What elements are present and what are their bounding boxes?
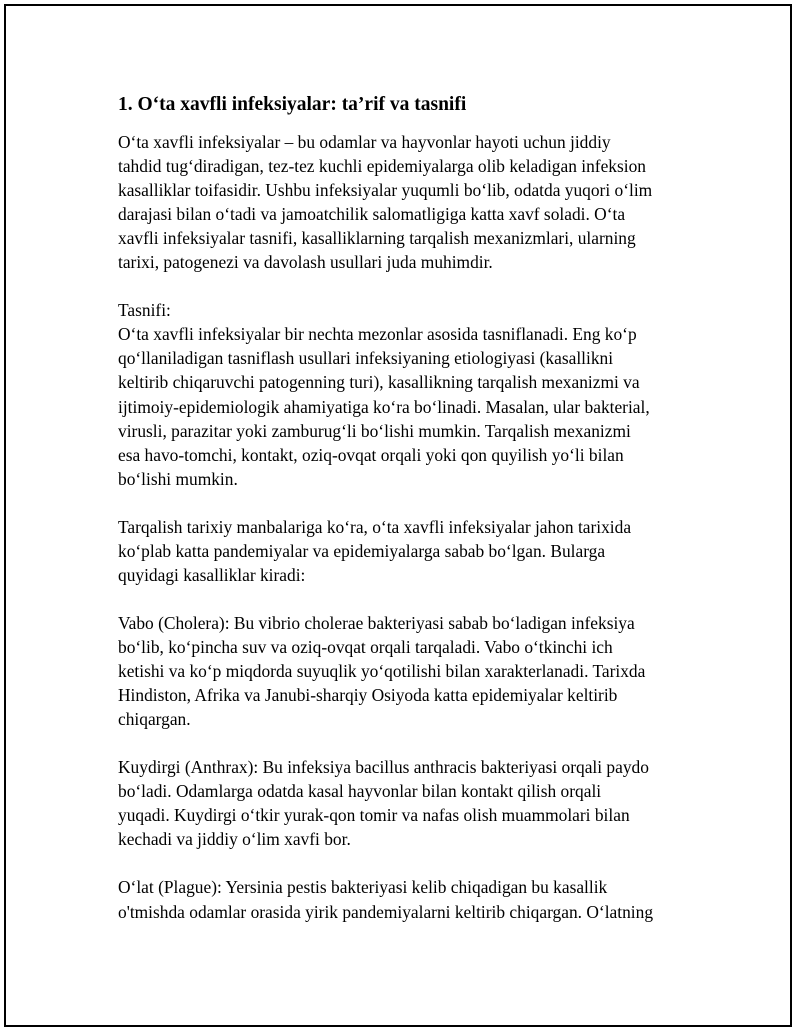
- text-line: ko‘plab katta pandemiyalar va epidemiyalarga sabab bo‘lgan. Bularga: [118, 540, 606, 561]
- text-line: esa havo-tomchi, kontakt, oziq-ovqat orqali yoki qon quyilish yo‘li bilan: [118, 444, 624, 465]
- text-line: Vabo (Cholera): Bu vibrio cholerae bakteriyasi sabab bo‘ladigan infeksiya: [118, 612, 635, 633]
- paragraph-classification: [118, 298, 703, 490]
- text-line: Tarqalish tarixiy manbalariga ko‘ra, o‘ta xavfli infeksiyalar jahon tarixida: [118, 516, 632, 537]
- paragraph-gap: [118, 731, 703, 755]
- text-line: quyidagi kasalliklar kiradi:: [118, 564, 306, 585]
- text-line: bo‘ladi. Odamlarga odatda kasal hayvonlar bilan kontakt qilish orqali: [118, 781, 602, 802]
- text-line: kechadi va jiddiy o‘lim xavfi bor.: [118, 829, 351, 850]
- text-line: tahdid tug‘diradigan, tez-tez kuchli epidemiyalarga olib keladigan infeksion: [118, 156, 646, 177]
- text-line: yuqadi. Kuydirgi o‘tkir yurak-qon tomir va nafas olish muammolari bilan: [118, 805, 630, 826]
- paragraph-cholera: [118, 611, 703, 731]
- text-line: O‘lat (Plague): Yersinia pestis bakteriyasi kelib chiqadigan bu kasallik: [118, 877, 608, 898]
- text-line: kasalliklar toifasidir. Ushbu infeksiyalar yuqumli bo‘lib, odatda yuqori o‘lim: [118, 180, 653, 201]
- text-line: Hindiston, Afrika va Janubi-sharqiy Osiyoda katta epidemiyalar keltirib: [118, 685, 618, 706]
- text-line: darajasi bilan o‘tadi va jamoatchilik salomatligiga katta xavf soladi. O‘ta: [118, 204, 626, 225]
- paragraph-anthrax: [118, 755, 703, 851]
- document-body: [118, 92, 703, 924]
- text-line: keltirib chiqaruvchi patogenning turi), kasallikning tarqalish mexanizmi va: [118, 372, 640, 393]
- section-title: 1. O‘ta xavfli infeksiyalar: ta’rif va tasnifi: [118, 94, 467, 115]
- paragraph-history: [118, 515, 703, 587]
- paragraph-gap: [118, 851, 703, 875]
- text-line: ketishi va ko‘p miqdorda suyuqlik yo‘qotilishi bilan xarakterlanadi. Tarixda: [118, 661, 646, 682]
- paragraph-gap: [118, 274, 703, 298]
- text-line: O‘ta xavfli infeksiyalar bir nechta mezonlar asosida tasniflanadi. Eng ko‘p: [118, 324, 637, 345]
- text-line: ijtimoiy-epidemiologik ahamiyatiga ko‘ra bo‘linadi. Masalan, ular bakterial,: [118, 396, 650, 417]
- text-line: Kuydirgi (Anthrax): Bu infeksiya bacillus anthracis bakteriyasi orqali paydo: [118, 757, 649, 778]
- text-line: virusli, parazitar yoki zamburug‘li bo‘lishi mumkin. Tarqalish mexanizmi: [118, 420, 631, 441]
- text-line: bo‘lib, ko‘pincha suv va oziq-ovqat orqali tarqaladi. Vabo o‘tkinchi ich: [118, 636, 613, 657]
- text-line: xavfli infeksiyalar tasnifi, kasalliklarning tarqalish mexanizmlari, ularning: [118, 228, 636, 249]
- text-line: bo‘lishi mumkin.: [118, 468, 238, 489]
- subheading-line: Tasnifi:: [118, 300, 171, 321]
- text-line: tarixi, patogenezi va davolash usullari juda muhimdir.: [118, 252, 493, 273]
- text-line: o'tmishda odamlar orasida yirik pandemiyalarni keltirib chiqargan. O‘latning: [118, 901, 654, 922]
- paragraph-definition: [118, 130, 703, 274]
- paragraph-gap: [118, 491, 703, 515]
- paragraph-plague: [118, 875, 703, 923]
- text-line: chiqargan.: [118, 709, 191, 730]
- text-line: qo‘llaniladigan tasniflash usullari infeksiyaning etiologiyasi (kasallikni: [118, 348, 614, 369]
- paragraph-gap: [118, 587, 703, 611]
- text-line: O‘ta xavfli infeksiyalar – bu odamlar va hayvonlar hayoti uchun jiddiy: [118, 132, 611, 152]
